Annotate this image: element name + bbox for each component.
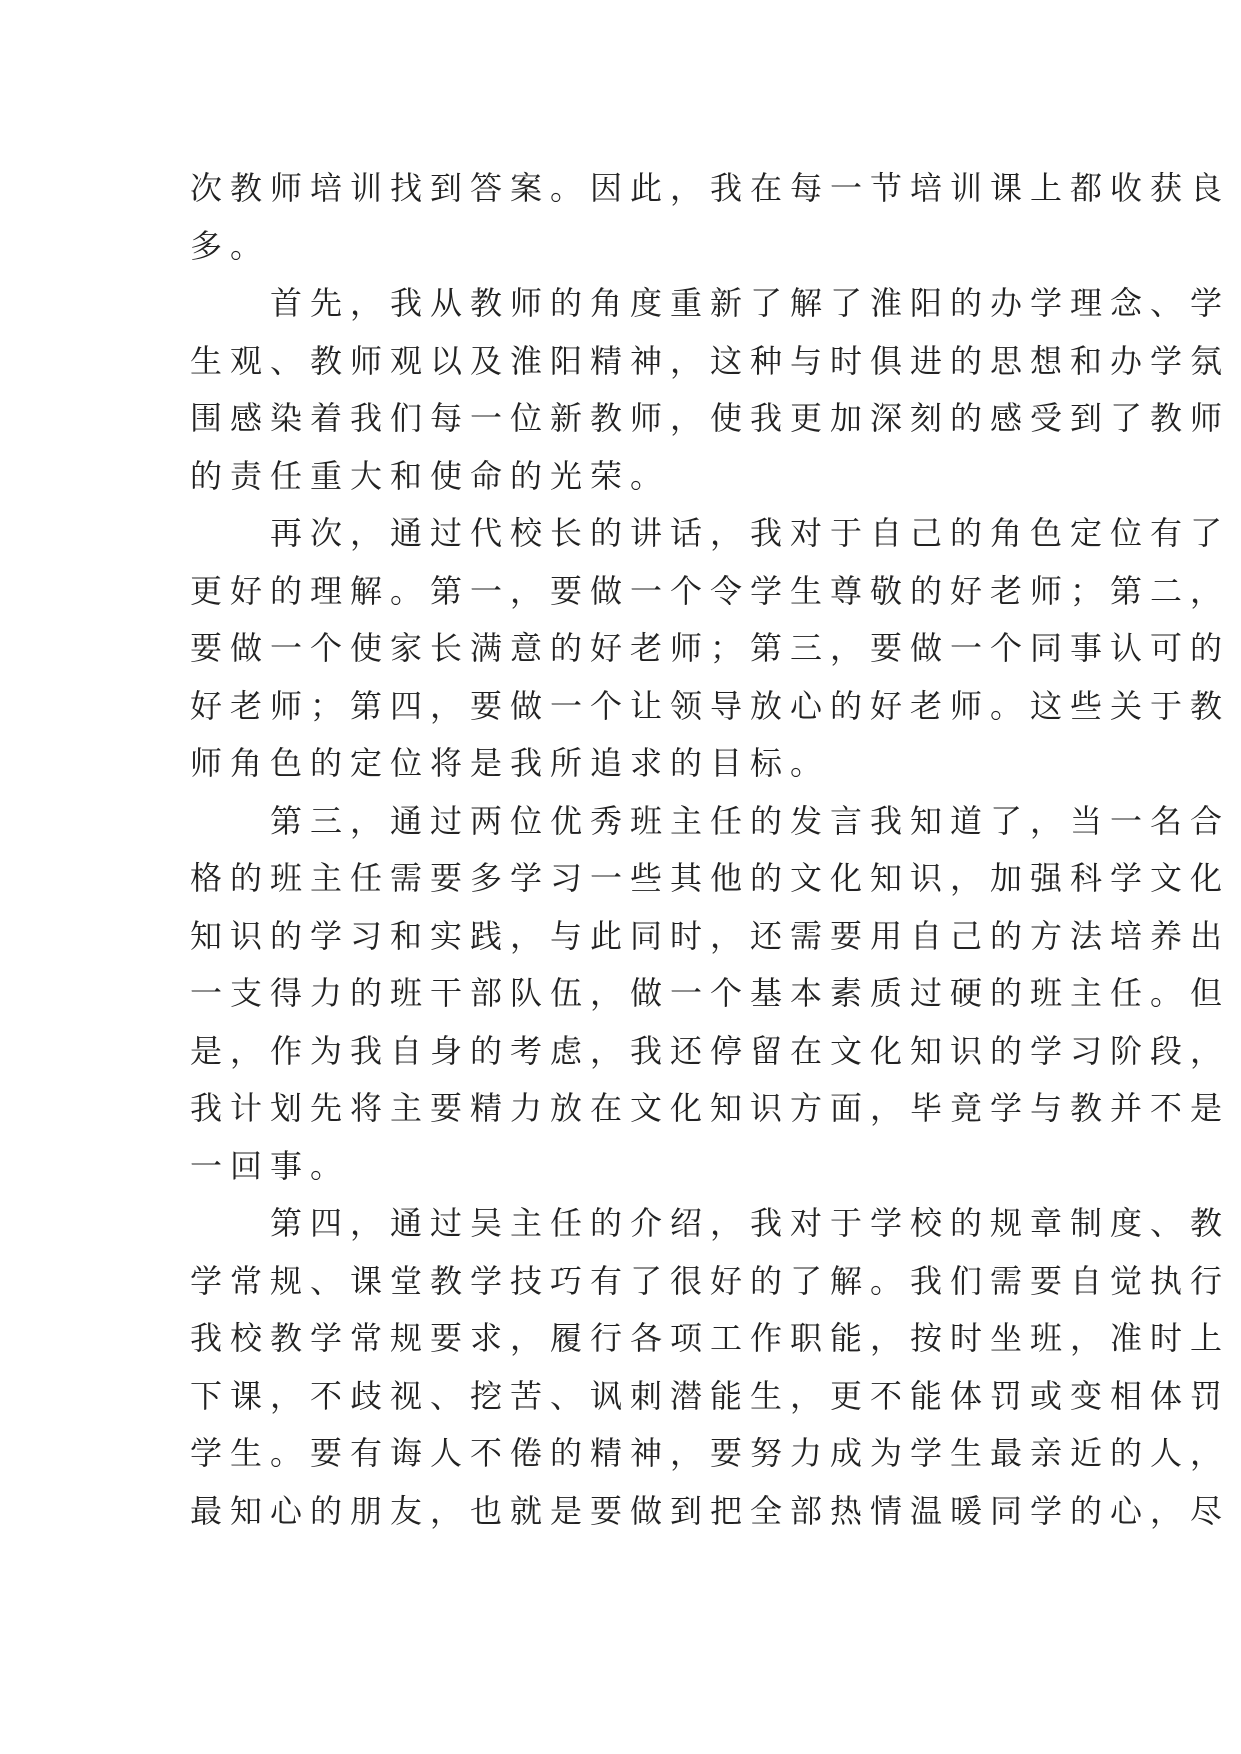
text-line: 好老师；第四，要做一个让领导放心的好老师。这些关于教 [190,686,1231,725]
text-line: 围感染着我们每一位新教师，使我更加深刻的感受到了教师 [190,399,1231,437]
text-line: 一回事。 [190,1146,351,1185]
text-line: 下课，不歧视、挖苦、讽刺潜能生，更不能体罚或变相体罚 [190,1376,1231,1415]
text-line: 的责任重大和使命的光荣。 [190,456,671,495]
text-line: 学生。要有诲人不倦的精神，要努力成为学生最亲近的人， [190,1434,1231,1472]
text-line: 格的班主任需要多学习一些其他的文化知识，加强科学文化 [190,859,1231,897]
text-line: 要做一个使家长满意的好老师；第三，要做一个同事认可的 [190,629,1231,667]
text-line: 师角色的定位将是我所追求的目标。 [190,744,831,782]
text-line: 最知心的朋友，也就是要做到把全部热情温暖同学的心，尽 [190,1491,1231,1530]
text-line: 我校教学常规要求，履行各项工作职能，按时坐班，准时上 [190,1319,1231,1357]
text-line: 多。 [190,226,271,265]
text-line: 生观、教师观以及淮阳精神，这种与时俱进的思想和办学氛 [190,341,1231,380]
text-line: 我计划先将主要精力放在文化知识方面，毕竟学与教并不是 [190,1089,1231,1127]
text-line: 第三，通过两位优秀班主任的发言我知道了，当一名合 [190,801,1231,840]
body-text [190,160,1231,1540]
text-line: 一支得力的班干部队伍，做一个基本素质过硬的班主任。但 [190,974,1231,1012]
text-line: 更好的理解。第一，要做一个令学生尊敬的好老师；第二， [190,571,1231,610]
text-line: 次教师培训找到答案。因此，我在每一节培训课上都收获良 [190,169,1231,207]
text-line: 是，作为我自身的考虑，我还停留在文化知识的学习阶段， [190,1031,1231,1070]
text-line: 再次，通过代校长的讲话，我对于自己的角色定位有了 [190,514,1231,552]
text-line: 第四，通过吴主任的介绍，我对于学校的规章制度、教 [190,1204,1231,1242]
text-line: 首先，我从教师的角度重新了解了淮阳的办学理念、学 [190,284,1231,322]
text-line: 学常规、课堂教学技巧有了很好的了解。我们需要自觉执行 [190,1261,1231,1300]
text-line: 知识的学习和实践，与此同时，还需要用自己的方法培养出 [190,916,1231,955]
